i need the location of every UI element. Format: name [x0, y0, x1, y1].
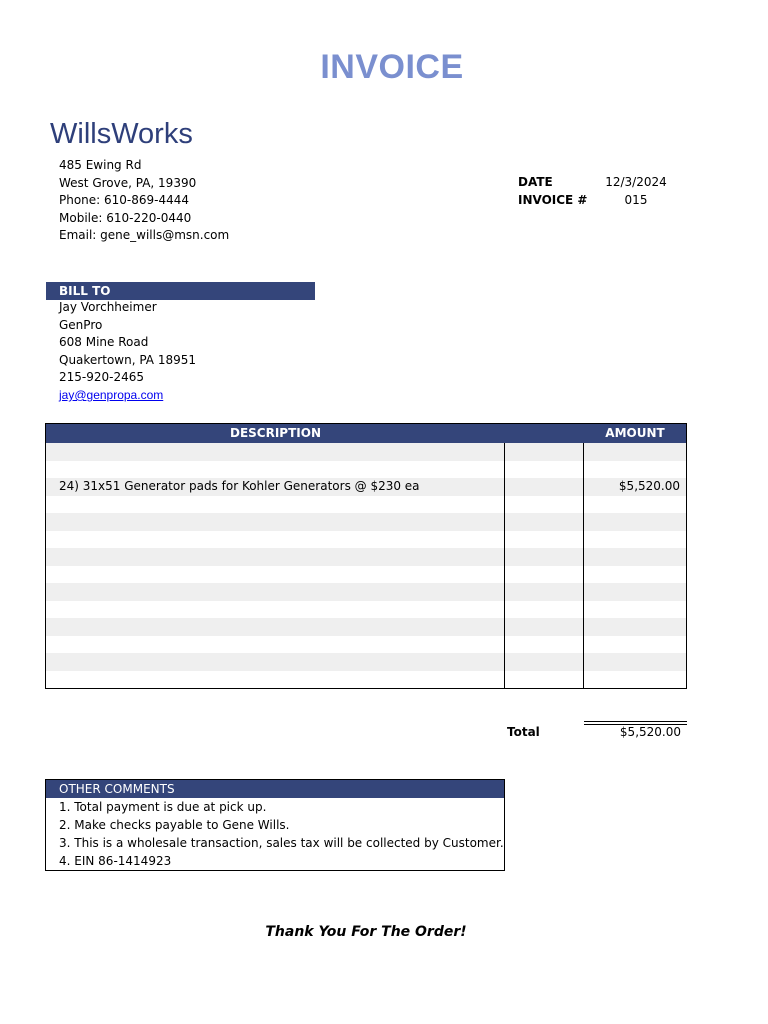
table-row	[46, 478, 686, 496]
table-row	[46, 653, 686, 671]
bill-to-block	[59, 299, 196, 405]
company-mobile: Mobile: 610-220-0440	[59, 210, 192, 225]
bill-to-name: Jay Vorchheimer	[59, 300, 157, 314]
item-amount: $5,520.00	[618, 479, 680, 493]
items-table	[45, 423, 687, 689]
company-address-line2: West Grove, PA, 19390	[59, 175, 197, 190]
comments-list	[59, 798, 504, 870]
table-row	[46, 548, 686, 566]
table-row	[46, 443, 686, 461]
bill-to-company: GenPro	[59, 317, 103, 332]
total-label: Total	[507, 725, 540, 739]
column-divider	[504, 443, 505, 688]
table-row	[46, 513, 686, 531]
invoice-title: INVOICE	[320, 48, 464, 86]
comment-line: 3. This is a wholesale transaction, sales tax will be collected by Customer.	[59, 836, 504, 850]
table-row	[46, 496, 686, 514]
bill-to-phone: 215-920-2465	[59, 370, 145, 385]
comment-line: 1. Total payment is due at pick up.	[59, 800, 267, 814]
company-address-block	[59, 157, 229, 245]
table-row	[46, 636, 686, 654]
table-row	[46, 618, 686, 636]
table-row	[46, 583, 686, 601]
bill-to-header: BILL TO	[46, 282, 315, 300]
comment-line: 2. Make checks payable to Gene Wills.	[59, 818, 290, 832]
company-phone: Phone: 610-869-4444	[59, 193, 190, 208]
items-table-body	[46, 443, 686, 688]
column-divider	[583, 443, 584, 688]
item-description: 24) 31x51 Generator pads for Kohler Generators @ $230 ea	[59, 479, 420, 493]
total-rule	[584, 721, 687, 722]
comment-line: 4. EIN 86-1414923	[59, 854, 172, 868]
blank-column-header	[505, 424, 584, 443]
bill-to-address-line2: Quakertown, PA 18951	[59, 352, 197, 367]
items-table-header	[46, 424, 686, 443]
table-row	[46, 566, 686, 584]
company-name: WillsWorks	[50, 118, 193, 150]
invoice-number-value: 015	[624, 193, 648, 207]
table-row	[46, 531, 686, 549]
company-email: Email: gene_wills@msn.com	[59, 228, 230, 243]
table-row	[46, 601, 686, 619]
table-row	[46, 671, 686, 689]
comments-header: OTHER COMMENTS	[46, 780, 504, 798]
amount-column-header: AMOUNT	[584, 424, 686, 443]
total-value: $5,520.00	[619, 725, 681, 739]
date-label: DATE	[518, 175, 553, 189]
bill-to-address-line1: 608 Mine Road	[59, 335, 149, 350]
table-row	[46, 461, 686, 479]
bill-to-email-link[interactable]: jay@genpropa.com	[59, 387, 164, 402]
invoice-number-label: INVOICE #	[518, 193, 588, 207]
company-address-line1: 485 Ewing Rd	[59, 158, 142, 172]
date-value: 12/3/2024	[605, 175, 667, 189]
description-column-header: DESCRIPTION	[46, 424, 505, 443]
thank-you-note: Thank You For The Order!	[265, 924, 467, 940]
comments-box	[45, 779, 505, 871]
